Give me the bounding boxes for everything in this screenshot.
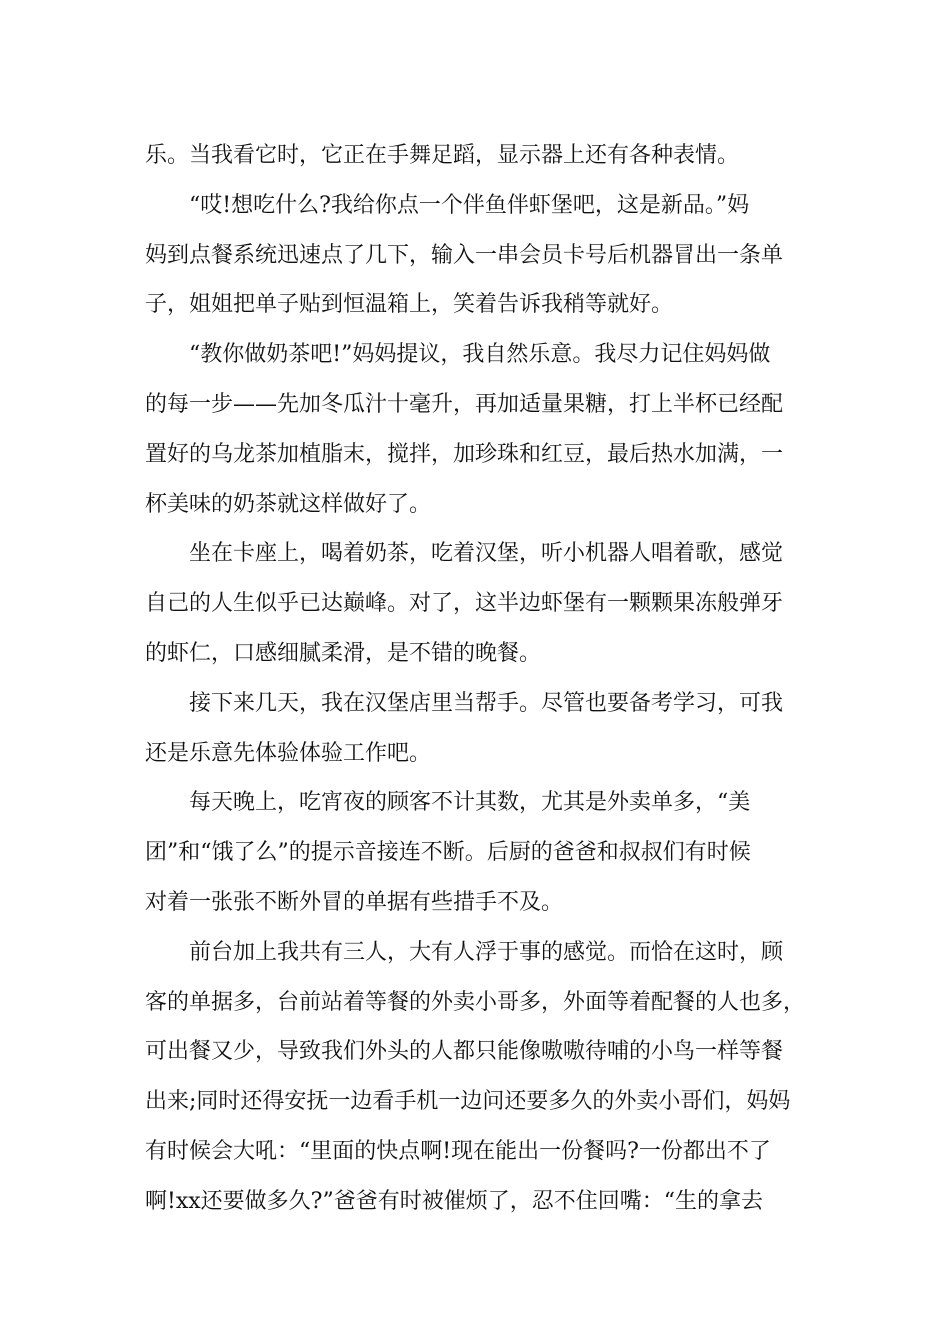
text-line: 前台加上我共有三人，大有人浮于事的感觉。而恰在这时，顾 <box>189 939 784 965</box>
text-line: 的虾仁，口感细腻柔滑，是不错的晚餐。 <box>145 640 542 666</box>
text-line: 乐。当我看它时，它正在手舞足蹈，显示器上还有各种表情。 <box>145 143 740 168</box>
text-line: 团”和“饿了么”的提示音接连不断。后厨的爸爸和叔叔们有时候 <box>145 840 751 866</box>
text-line: 可出餐又少，导致我们外头的人都只能像嗷嗷待哺的小鸟一样等餐 <box>145 1039 784 1065</box>
text-line: “教你做奶茶吧!”妈妈提议，我自然乐意。我尽力记住妈妈做 <box>189 342 771 368</box>
text-line: 的每一步——先加冬瓜汁十毫升，再加适量果糖，打上半杯已经配 <box>145 391 784 417</box>
text-line: 对着一张张不断外冒的单据有些措手不及。 <box>145 889 564 915</box>
text-line: 啊!xx还要做多久?”爸爸有时被催烦了，忍不住回嘴：“生的拿去 <box>145 1188 763 1214</box>
text-line: 妈到点餐系统迅速点了几下，输入一串会员卡号后机器冒出一条单 <box>145 242 784 268</box>
document-body-text <box>145 131 835 1227</box>
text-line: 出来;同时还得安抚一边看手机一边问还要多久的外卖小哥们，妈妈 <box>145 1089 791 1115</box>
text-line: 还是乐意先体验体验工作吧。 <box>145 740 432 766</box>
text-line: “哎!想吃什么?我给你点一个伴鱼伴虾堡吧，这是新品。”妈 <box>189 192 750 218</box>
text-line: 杯美味的奶茶就这样做好了。 <box>145 491 432 517</box>
text-line: 坐在卡座上，喝着奶茶，吃着汉堡，听小机器人唱着歌，感觉 <box>189 541 784 567</box>
text-line: 每天晚上，吃宵夜的顾客不计其数，尤其是外卖单多，“美 <box>189 790 751 816</box>
text-line: 接下来几天，我在汉堡店里当帮手。尽管也要备考学习，可我 <box>189 690 784 716</box>
text-line: 自己的人生似乎已达巅峰。对了，这半边虾堡有一颗颗果冻般弹牙 <box>145 591 784 617</box>
text-line: 置好的乌龙茶加植脂末，搅拌，加珍珠和红豆，最后热水加满，一 <box>145 441 784 467</box>
text-line: 客的单据多，台前站着等餐的外卖小哥多，外面等着配餐的人也多， <box>145 989 806 1015</box>
text-line: 子，姐姐把单子贴到恒温箱上，笑着告诉我稍等就好。 <box>145 292 674 318</box>
text-line: 有时候会大吼：“里面的快点啊!现在能出一份餐吗?一份都出不了 <box>145 1138 771 1164</box>
